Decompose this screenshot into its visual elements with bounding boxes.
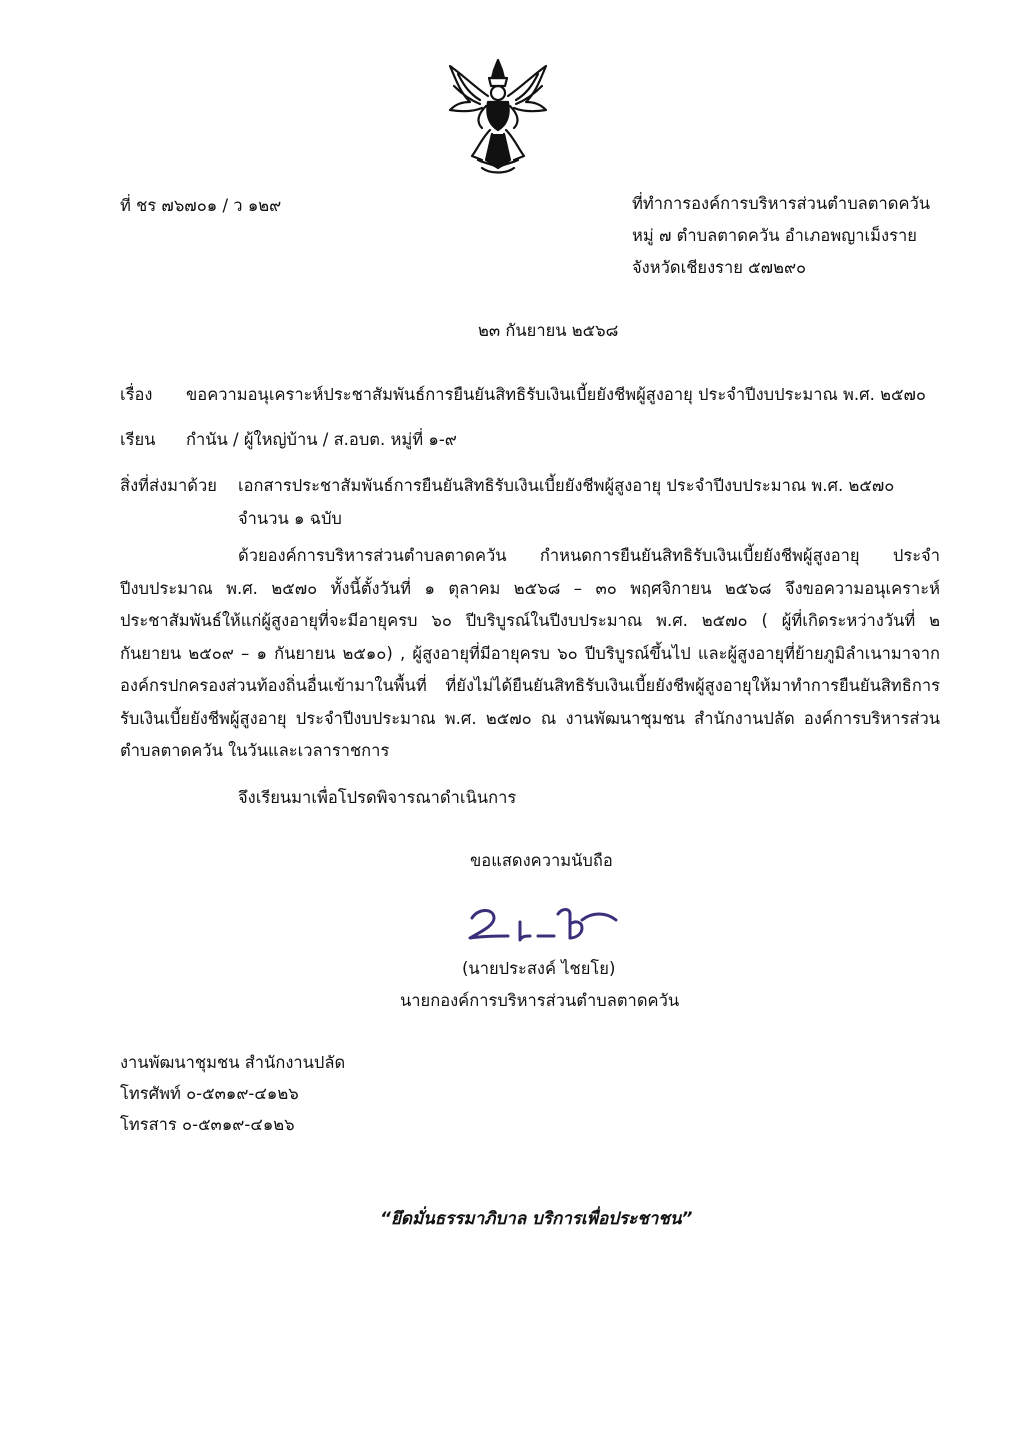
address-line: จังหวัดเชียงราย ๕๗๒๙๐ xyxy=(632,258,807,277)
reference-number: ที่ ชร ๗๖๗๐๑ / ว ๑๒๙ xyxy=(120,196,282,215)
closing-request: จึงเรียนมาเพื่อโปรดพิจารณาดำเนินการ xyxy=(238,788,517,807)
letter-date: ๒๓ กันยายน ๒๕๖๘ xyxy=(478,321,619,340)
enclosure-text: เอกสารประชาสัมพันธ์การยืนยันสิทธิรับเงินเบี้ยยังชีพผู้สูงอายุ ประจำปีงบประมาณ พ.ศ. ๒๕๗๐ xyxy=(238,476,895,495)
subject-label: เรื่อง xyxy=(120,385,153,404)
address-line: ที่ทำการองค์การบริหารส่วนตำบลตาดควัน xyxy=(632,194,931,213)
recipient-text: กำนัน / ผู้ใหญ่บ้าน / ส.อบต. หมู่ที่ ๑-๙ xyxy=(186,430,457,449)
garuda-emblem-icon xyxy=(442,56,554,176)
sender-address xyxy=(632,188,930,284)
body-text: ด้วยองค์การบริหารส่วนตำบลตาดควัน กำหนดการยืนยันสิทธิรับเงินเบี้ยยังชีพผู้สูงอายุ ประจำปีงบประมาณ พ.ศ. ๒๕๗๐ ทั้งนี้ตั้งวันที่ ๑ ตุลาคม ๒๕๖๘ – ๓๐ พฤศจิกายน ๒๕๖๘ จึงขอความอนุเคราะห์ประชาสัมพันธ์ให้แก่ผู้สูงอายุที่จะมีอายุครบ ๖๐ ปีบริบูรณ์ในปีงบประมาณ พ.ศ. ๒๕๗๐ ( ผู้ที่เกิดระหว่างวันที่ ๒ กันยายน ๒๕๐๙ – ๑ กันยายน ๒๕๑๐) , ผู้สูงอายุที่มีอายุครบ ๖๐ ปีบริบูรณ์ขึ้นไป และผู้สูงอายุที่ย้ายภูมิลำเนามาจากองค์กรปกครองส่วนท้องถิ่นอื่นเข้ามาในพื้นที่ ที่ยังไม่ได้ยืนยันสิทธิรับเงินเบี้ยยังชีพผู้สูงอายุให้มาทำการยืนยันสิทธิการรับเงินเบี้ยยังชีพผู้สูงอายุ ประจำปีงบประมาณ พ.ศ. ๒๕๗๐ ณ งานพัฒนาชุมชน สำนักงานปลัด องค์การบริหารส่วนตำบลตาดควัน ในวันและเวลาราชการ xyxy=(120,546,940,760)
enclosure-label: สิ่งที่ส่งมาด้วย xyxy=(120,476,217,495)
recipient-label: เรียน xyxy=(120,430,156,449)
signer-position: นายกองค์การบริหารส่วนตำบลตาดควัน xyxy=(400,991,680,1010)
enclosure-count: จำนวน ๑ ฉบับ xyxy=(238,509,342,528)
department: งานพัฒนาชุมชน สำนักงานปลัด xyxy=(120,1053,346,1072)
subject-text: ขอความอนุเคราะห์ประชาสัมพันธ์การยืนยันสิทธิรับเงินเบี้ยยังชีพผู้สูงอายุ ประจำปีงบประมาณ พ.ศ. ๒๕๗๐ xyxy=(186,385,926,404)
body-paragraph xyxy=(120,540,940,768)
fax-number: โทรสาร ๐-๕๓๑๙-๔๑๒๖ xyxy=(120,1115,295,1134)
motto: “ยึดมั่นธรรมาภิบาล บริการเพื่อประชาชน” xyxy=(380,1209,693,1229)
regards: ขอแสดงความนับถือ xyxy=(470,851,613,870)
address-line: หมู่ ๗ ตำบลตาดควัน อำเภอพญาเม็งราย xyxy=(632,226,917,245)
signer-name: (นายประสงค์ ไชยโย) xyxy=(462,959,616,978)
phone-number: โทรศัพท์ ๐-๕๓๑๙-๔๑๒๖ xyxy=(120,1084,299,1103)
handwritten-signature xyxy=(458,900,628,948)
